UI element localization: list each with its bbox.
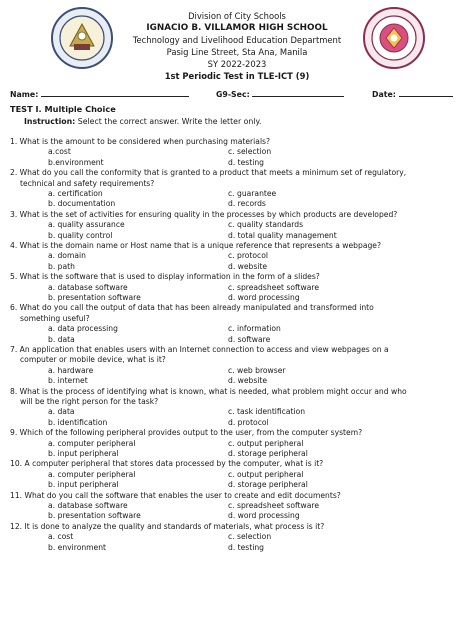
answer-option: c. web browser (228, 365, 286, 375)
answer-option: d. storage peripheral (228, 480, 308, 490)
answer-option: a.cost (48, 147, 71, 157)
name-label: Name: (10, 90, 39, 99)
answer-option: a. data (48, 407, 75, 417)
question-6 (10, 303, 468, 324)
answer-option: a. cost (48, 532, 74, 542)
question-text: computer or mobile device, what is it? (20, 355, 166, 365)
question-text: 4. What is the domain name or Host name that is a unique reference that represents a webpage? (10, 241, 381, 250)
answer-option: b. path (48, 261, 75, 271)
question-8 (10, 387, 468, 408)
question-text: 8. What is the process of identifying what is known, what is needed, what problem might occur and who (10, 386, 407, 396)
question-12 (10, 522, 468, 532)
answer-option: b. input peripheral (48, 480, 119, 490)
division-name: Division of City Schools (188, 11, 286, 21)
answer-option: b.environment (48, 157, 104, 167)
answer-option: d. testing (228, 542, 264, 552)
answer-option: d. testing (228, 157, 264, 167)
answer-option: c. guarantee (228, 189, 277, 198)
answer-option: b. input peripheral (48, 449, 119, 458)
answer-option: c. protocol (228, 251, 268, 261)
answer-option: b. data (48, 334, 75, 344)
question-text: technical and safety requirements? (20, 178, 155, 188)
answer-option: d. word processing (228, 293, 300, 302)
section-blank[interactable] (252, 88, 344, 97)
answer-option: b. quality control (48, 230, 113, 240)
answer-option: a. computer peripheral (48, 438, 136, 448)
answer-option: d. website (228, 376, 268, 386)
answer-option: d. software (228, 334, 271, 344)
name-blank[interactable] (41, 88, 189, 97)
question-9 (10, 428, 468, 438)
answer-option: b. environment (48, 542, 107, 552)
question-text: 2. What do you call the conformity that is granted to a product that meets a minimum set of regulatory, (10, 168, 407, 178)
date-blank[interactable] (399, 88, 453, 97)
question-4 (10, 241, 468, 251)
question-text: 12. It is done to analyze the quality and standards of materials, what process is it? (10, 521, 325, 531)
question-7 (10, 345, 468, 366)
question-2 (10, 168, 468, 189)
test-section-title: TEST I. Multiple Choice (10, 104, 116, 114)
question-text: 5. What is the software that is used to display information in the form of a slides? (10, 272, 320, 282)
answer-option: c. selection (228, 147, 272, 157)
answer-option: c. spreadsheet software (228, 501, 319, 510)
answer-option: c. output peripheral (228, 438, 304, 448)
answer-option: a. database software (48, 282, 128, 292)
answer-option: b. presentation software (48, 511, 141, 521)
answer-option: a. domain (48, 251, 86, 261)
answer-option: a. computer peripheral (48, 469, 136, 479)
question-5 (10, 272, 468, 282)
answer-option: b. presentation software (48, 293, 141, 302)
question-text: 10. A computer peripheral that stores data processed by the computer, what is it? (10, 459, 324, 469)
answer-option: a. database software (48, 501, 128, 510)
answer-option: b. identification (48, 417, 108, 427)
instruction-text: Select the correct answer. Write the letter only. (77, 117, 262, 126)
answer-option: d. protocol (228, 417, 269, 427)
school-year: SY 2022-2023 (207, 59, 267, 69)
answer-option: c. quality standards (228, 220, 304, 230)
question-text: 6. What do you call the output of data that has been already manipulated and transformed into (10, 303, 374, 313)
answer-option: d. word processing (228, 511, 300, 521)
answer-option: c. spreadsheet software (228, 282, 319, 292)
question-text: will be the right person for the task? (20, 397, 159, 406)
answer-option: a. data processing (48, 324, 118, 334)
answer-option: d. website (228, 261, 268, 271)
instruction (24, 117, 262, 126)
section-label: G9-Sec: (216, 90, 250, 99)
answer-option: c. output peripheral (228, 469, 304, 479)
question-text: 1. What is the amount to be considered when purchasing materials? (10, 137, 271, 146)
answer-option: c. selection (228, 532, 272, 542)
answer-option: a. certification (48, 189, 103, 198)
date-label: Date: (372, 90, 396, 99)
question-text: 11. What do you call the software that enables the user to create and edit documents? (10, 490, 341, 500)
answer-option: b. internet (48, 376, 88, 386)
question-text: 3. What is the set of activities for ensuring quality in the processes by which products are developed? (10, 209, 398, 219)
answer-option: d. total quality management (228, 230, 337, 240)
answer-option: a. hardware (48, 365, 94, 375)
answer-option: c. task identification (228, 407, 306, 417)
answer-option: b. documentation (48, 199, 116, 209)
school-address: Pasig Line Street, Sta Ana, Manila (166, 47, 308, 57)
school-name: IGNACIO B. VILLAMOR HIGH SCHOOL (146, 23, 328, 33)
answer-option: a. quality assurance (48, 220, 125, 230)
question-text: 9. Which of the following peripheral provides output to the user, from the computer system? (10, 428, 363, 438)
question-3 (10, 210, 468, 220)
answer-option: d. storage peripheral (228, 449, 308, 458)
question-text: something useful? (20, 313, 90, 323)
question-11 (10, 491, 468, 501)
question-text: 7. An application that enables users with an Internet connection to access and view webpages on a (10, 345, 389, 354)
question-1 (10, 137, 468, 147)
answer-option: c. information (228, 324, 281, 334)
department-name: Technology and Livelihood Education Department (132, 35, 342, 45)
test-title: 1st Periodic Test in TLE-ICT (9) (164, 71, 310, 81)
question-10 (10, 459, 468, 469)
instruction-label: Instruction: (24, 117, 76, 126)
answer-option: d. records (228, 199, 266, 209)
